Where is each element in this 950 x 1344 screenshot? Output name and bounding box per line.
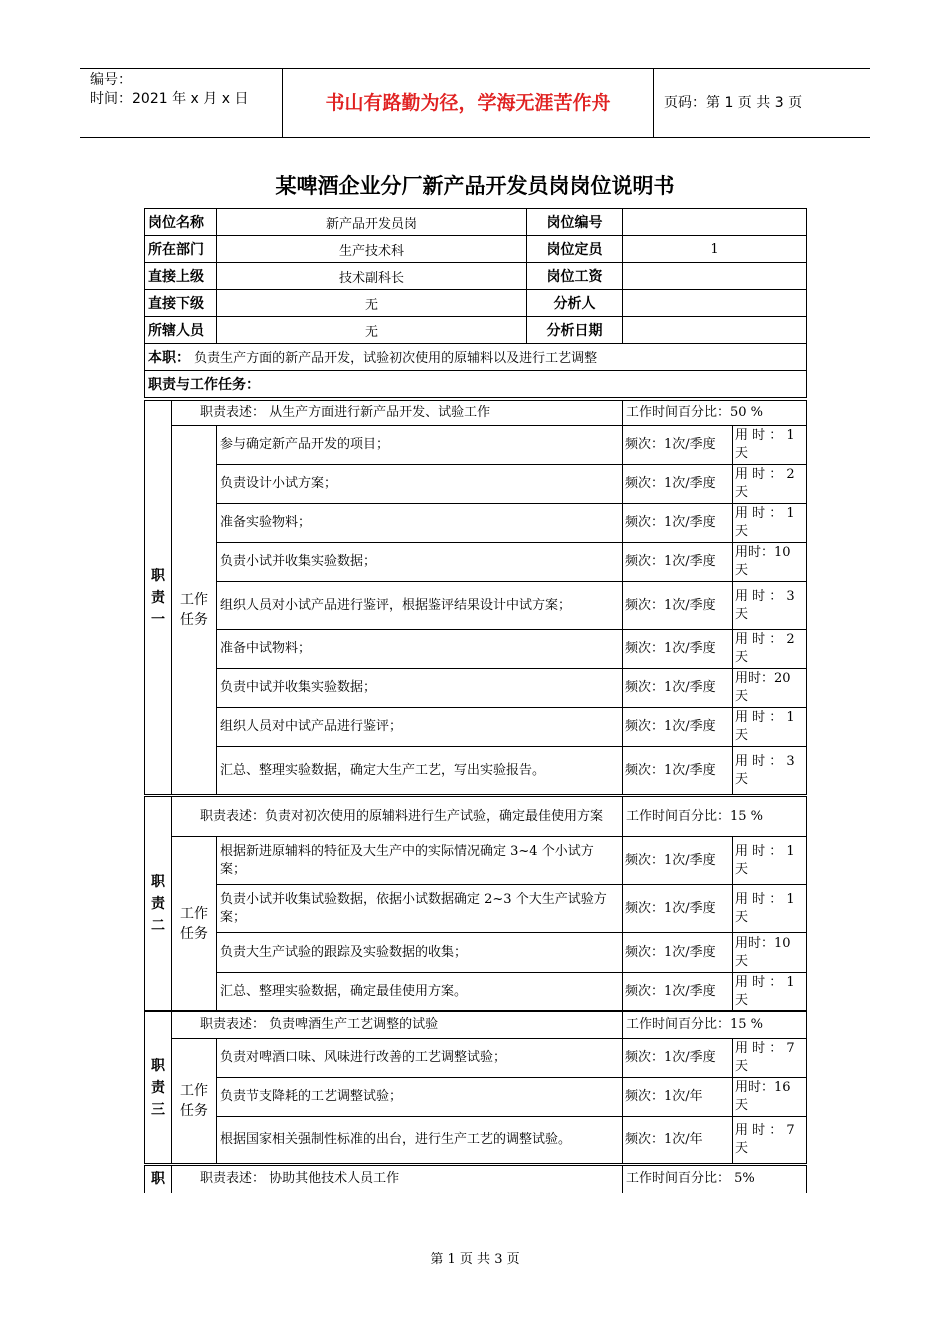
position-info-table (144, 208, 807, 398)
task-duration: 用 时 ： 2 天 (733, 465, 807, 504)
task-frequency: 频次：1次/季度 (623, 543, 733, 582)
info-label: 直接下级 (145, 290, 217, 317)
duties-heading (145, 371, 807, 398)
info-row (145, 209, 807, 236)
task-duration: 用时：20 天 (733, 669, 807, 708)
task-duration: 用 时 ： 2 天 (733, 630, 807, 669)
info-label: 直接上级 (145, 263, 217, 290)
task-row (145, 837, 807, 885)
page-footer: 第 1 页 共 3 页 (430, 1252, 520, 1267)
document-title: 某啤酒企业分厂新产品开发员岗岗位说明书 (275, 174, 675, 198)
task-duration: 用 时 ： 1 天 (733, 504, 807, 543)
task-duration: 用 时 ： 7 天 (733, 1117, 807, 1164)
task-duration: 用 时 ： 7 天 (733, 1039, 807, 1078)
duty-side-text: 职责二 (151, 873, 165, 934)
task-text: 负责设计小试方案； (217, 465, 623, 504)
task-text: 组织人员对中试产品进行鉴评； (217, 708, 623, 747)
header-motto: 书山有路勤为径，学海无涯苦作舟 (282, 69, 654, 137)
task-text: 根据新进原辅料的特征及大生产中的实际情况确定 3~4 个小试方案； (217, 837, 623, 885)
task-frequency: 频次：1次/季度 (623, 465, 733, 504)
task-duration: 用 时 ： 1 天 (733, 973, 807, 1011)
info-value: 无 (217, 317, 527, 344)
task-row (145, 973, 807, 1011)
info-value (623, 317, 807, 344)
info-row (145, 317, 807, 344)
info-value (623, 263, 807, 290)
task-frequency: 频次：1次/季度 (623, 933, 733, 973)
page-header (80, 68, 870, 138)
info-row (145, 236, 807, 263)
duty-desc-row (145, 1166, 807, 1193)
task-frequency: 频次：1次/年 (623, 1117, 733, 1164)
task-duration: 用时：10 天 (733, 933, 807, 973)
task-row (145, 747, 807, 795)
info-label: 分析日期 (527, 317, 623, 344)
duty-side-text: 职责一 (151, 567, 165, 628)
task-text: 根据国家相关强制性标准的出台，进行生产工艺的调整试验。 (217, 1117, 623, 1164)
task-row (145, 885, 807, 933)
task-row (145, 1078, 807, 1117)
info-value: 生产技术科 (217, 236, 527, 263)
duty-time-percent: 工作时间百分比： 5% (623, 1166, 807, 1193)
task-text: 负责大生产试验的跟踪及实验数据的收集； (217, 933, 623, 973)
task-frequency: 频次：1次/季度 (623, 582, 733, 630)
task-text: 汇总、整理实验数据，确定大生产工艺，写出实验报告。 (217, 747, 623, 795)
task-row (145, 582, 807, 630)
task-text: 组织人员对小试产品进行鉴评，根据鉴评结果设计中试方案； (217, 582, 623, 630)
duty-desc-row (145, 401, 807, 426)
task-duration: 用 时 ： 1 天 (733, 837, 807, 885)
task-duration: 用时：16 天 (733, 1078, 807, 1117)
job-summary-text: 负责生产方面的新产品开发，试验初次使用的原辅料以及进行工艺调整 (194, 351, 598, 366)
summary-row (145, 344, 807, 371)
duty-description: 职责表述： 负责啤酒生产工艺调整的试验 (172, 1012, 623, 1039)
duty-desc-row (145, 797, 807, 837)
duty-block-3 (144, 1011, 807, 1164)
job-summary-label: 本职： (148, 350, 190, 366)
duty-side-label (145, 401, 172, 795)
info-row (145, 290, 807, 317)
task-row (145, 1117, 807, 1164)
task-frequency: 频次：1次/季度 (623, 885, 733, 933)
duty-time-percent: 工作时间百分比：15 % (623, 797, 807, 837)
task-duration: 用时：10 天 (733, 543, 807, 582)
task-duration: 用 时 ： 1 天 (733, 885, 807, 933)
info-label: 岗位定员 (527, 236, 623, 263)
duty-time-percent: 工作时间百分比：15 % (623, 1012, 807, 1039)
task-row (145, 630, 807, 669)
task-frequency: 频次：1次/季度 (623, 669, 733, 708)
duty-time-percent: 工作时间百分比：50 % (623, 401, 807, 426)
duty-description: 职责表述： 协助其他技术人员工作 (172, 1166, 623, 1193)
task-group-label (172, 1039, 217, 1164)
task-group-text: 工作任务 (180, 592, 208, 628)
task-row (145, 504, 807, 543)
task-frequency: 频次：1次/季度 (623, 837, 733, 885)
task-row (145, 669, 807, 708)
task-group-label (172, 837, 217, 1011)
job-summary (145, 344, 807, 371)
duty-block-2 (144, 796, 807, 1011)
task-frequency: 频次：1次/季度 (623, 630, 733, 669)
duties-heading-row (145, 371, 807, 398)
duty-side-label: 职 (145, 1166, 172, 1193)
task-row (145, 708, 807, 747)
info-row (145, 263, 807, 290)
info-label: 分析人 (527, 290, 623, 317)
document-date: 时间：2021 年 x 月 x 日 (90, 91, 249, 107)
task-frequency: 频次：1次/季度 (623, 1039, 733, 1078)
duty-block-1 (144, 400, 807, 795)
duty-side-text: 职责三 (151, 1057, 165, 1118)
task-row (145, 426, 807, 465)
task-text: 准备中试物料； (217, 630, 623, 669)
info-label: 所辖人员 (145, 317, 217, 344)
duty-desc-row (145, 1012, 807, 1039)
info-label: 岗位编号 (527, 209, 623, 236)
task-row (145, 465, 807, 504)
header-meta (80, 69, 282, 137)
task-duration: 用 时 ： 3 天 (733, 747, 807, 795)
duty-description: 职责表述： 从生产方面进行新产品开发、试验工作 (172, 401, 623, 426)
task-text: 准备实验物料； (217, 504, 623, 543)
task-frequency: 频次：1次/季度 (623, 708, 733, 747)
task-text: 负责小试并收集试验数据，依据小试数据确定 2~3 个大生产试验方案； (217, 885, 623, 933)
task-group-text: 工作任务 (180, 905, 208, 942)
task-duration: 用 时 ： 1 天 (733, 426, 807, 465)
task-group-label (172, 426, 217, 795)
duties-heading-label: 职责与工作任务： (148, 377, 260, 393)
task-frequency: 频次：1次/季度 (623, 504, 733, 543)
task-group-text: 工作任务 (180, 1083, 208, 1119)
info-label: 所在部门 (145, 236, 217, 263)
info-value (623, 209, 807, 236)
task-row (145, 933, 807, 973)
info-value: 无 (217, 290, 527, 317)
task-frequency: 频次：1次/季度 (623, 747, 733, 795)
info-value: 1 (623, 236, 807, 263)
duty-block-4 (144, 1165, 807, 1193)
info-value: 技术副科长 (217, 263, 527, 290)
info-label: 岗位名称 (145, 209, 217, 236)
duty-side-label (145, 797, 172, 1011)
task-duration: 用 时 ： 3 天 (733, 582, 807, 630)
task-row (145, 1039, 807, 1078)
info-value: 新产品开发员岗 (217, 209, 527, 236)
task-text: 参与确定新产品开发的项目； (217, 426, 623, 465)
task-row (145, 543, 807, 582)
duty-description: 职责表述：负责对初次使用的原辅料进行生产试验，确定最佳使用方案 (172, 797, 623, 837)
task-frequency: 频次：1次/年 (623, 1078, 733, 1117)
info-label: 岗位工资 (527, 263, 623, 290)
task-text: 负责中试并收集实验数据； (217, 669, 623, 708)
task-frequency: 频次：1次/季度 (623, 426, 733, 465)
task-frequency: 频次：1次/季度 (623, 973, 733, 1011)
document-number-label: 编号： (90, 72, 132, 88)
duty-side-label (145, 1012, 172, 1164)
info-value (623, 290, 807, 317)
task-text: 负责对啤酒口味、风味进行改善的工艺调整试验； (217, 1039, 623, 1078)
task-duration: 用 时 ： 1 天 (733, 708, 807, 747)
task-text: 负责小试并收集实验数据； (217, 543, 623, 582)
header-page-info: 页码：第 1 页 共 3 页 (664, 95, 803, 111)
task-text: 负责节支降耗的工艺调整试验； (217, 1078, 623, 1117)
task-text: 汇总、整理实验数据，确定最佳使用方案。 (217, 973, 623, 1011)
